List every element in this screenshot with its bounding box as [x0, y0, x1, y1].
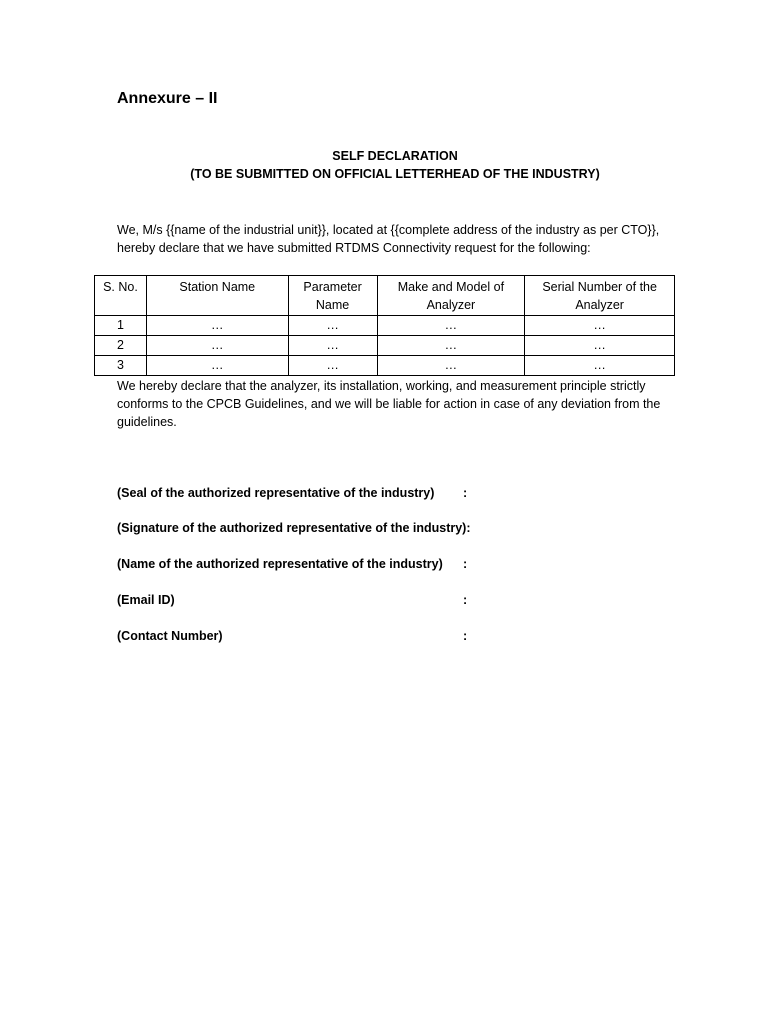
intro-line-2: hereby declare that we have submitted RTDMS Connectivity request for the following:: [117, 241, 591, 255]
title-line-1: SELF DECLARATION: [332, 149, 458, 163]
email-field: [117, 591, 468, 609]
table-cell: …: [377, 356, 525, 376]
annexure-heading: Annexure – II: [117, 90, 218, 107]
intro-paragraph: [117, 221, 677, 257]
signature-field: [117, 519, 471, 537]
declaration-line-2: conforms to the CPCB Guidelines, and we will be liable for action in case of any deviation from the: [117, 397, 661, 411]
table-cell: …: [146, 316, 288, 336]
table-cell: …: [288, 316, 377, 336]
table-row: [95, 316, 675, 336]
header-serial-no: S. No.: [95, 276, 147, 316]
table-cell: …: [146, 336, 288, 356]
declaration-paragraph: [117, 377, 677, 431]
table-cell: …: [377, 336, 525, 356]
table-cell: …: [377, 316, 525, 336]
header-serial-number: Serial Number of the Analyzer: [525, 276, 675, 316]
table-cell: 3: [95, 356, 147, 376]
seal-field-colon: :: [463, 486, 468, 500]
header-make-model: Make and Model of Analyzer: [377, 276, 525, 316]
name-field-colon: :: [463, 557, 468, 571]
email-field-label: (Email ID): [117, 593, 175, 607]
connectivity-table: [94, 275, 675, 376]
table-cell: …: [288, 336, 377, 356]
signature-field-label: (Signature of the authorized representative of the industry):: [117, 521, 471, 535]
email-field-colon: :: [463, 593, 468, 607]
table-header-row: [95, 276, 675, 316]
name-field-label: (Name of the authorized representative of the industry): [117, 557, 443, 571]
seal-field-label: (Seal of the authorized representative of the industry): [117, 486, 435, 500]
contact-field-colon: :: [463, 629, 468, 643]
table-cell: …: [525, 356, 675, 376]
intro-line-1: We, M/s {{name of the industrial unit}}, located at {{complete address of the industry as per CTO}},: [117, 223, 660, 237]
declaration-line-1: We hereby declare that the analyzer, its installation, working, and measurement principle strictly: [117, 379, 646, 393]
seal-field: [117, 484, 468, 502]
table-cell: …: [525, 316, 675, 336]
table-row: [95, 356, 675, 376]
table-cell: …: [288, 356, 377, 376]
declaration-line-3: guidelines.: [117, 415, 177, 429]
header-parameter-name: Parameter Name: [288, 276, 377, 316]
table-cell: …: [146, 356, 288, 376]
name-field: [117, 555, 468, 573]
declaration-title: [117, 147, 673, 183]
table-cell: 1: [95, 316, 147, 336]
table-row: [95, 336, 675, 356]
contact-field: [117, 627, 468, 645]
title-line-2: (TO BE SUBMITTED ON OFFICIAL LETTERHEAD OF THE INDUSTRY): [190, 167, 600, 181]
header-station-name: Station Name: [146, 276, 288, 316]
table-cell: …: [525, 336, 675, 356]
table-cell: 2: [95, 336, 147, 356]
contact-field-label: (Contact Number): [117, 629, 223, 643]
